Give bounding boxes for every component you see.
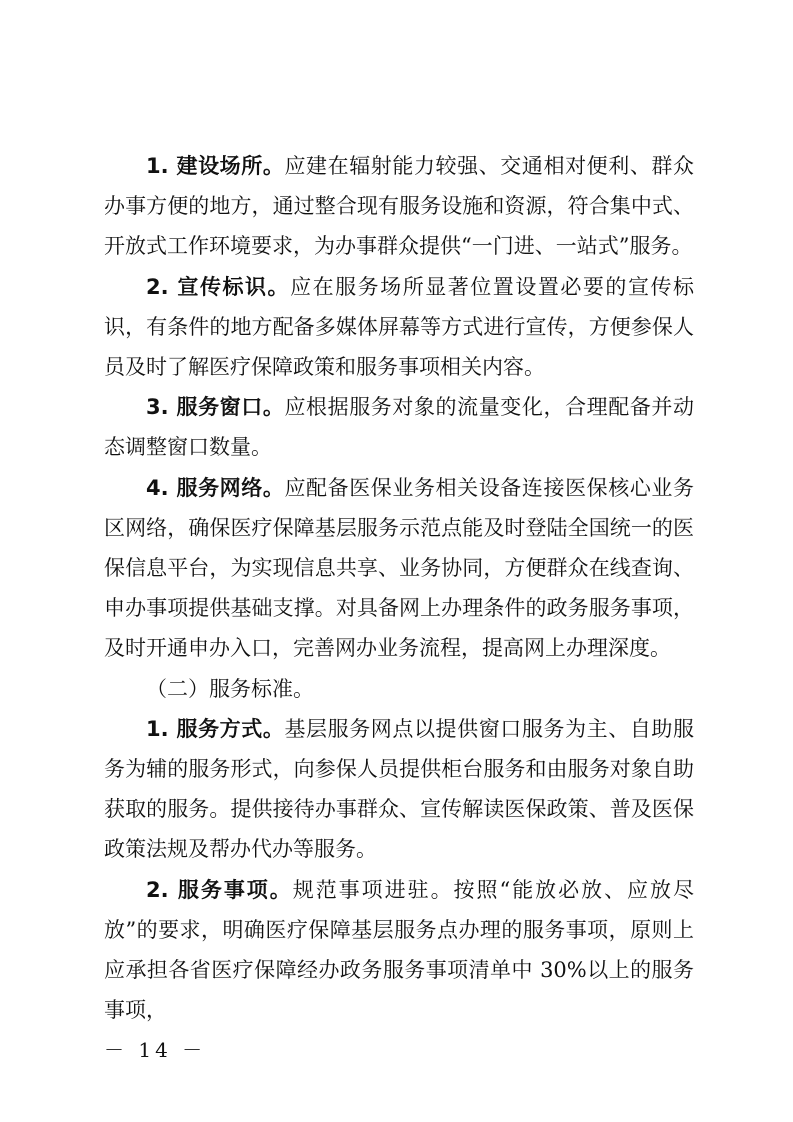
paragraph-service-mode — [104, 709, 694, 870]
paragraph-text: 应配备医保业务相关设备连接医保核心业务区网络，确保医疗保障基层服务示范点能及时登陆全国统一的医保信息平台，为实现信息共享、业务协同，方便群众在线查询、申办事项提供基础支撑。对具备网上办理条件的政务服务事项，及时开通申办入口，完善网办业务流程，提高网上办理深度。 — [104, 475, 695, 661]
paragraph-heading: 1. 建设场所。 — [146, 154, 285, 178]
paragraph-text: 规范事项进驻。按照“能放必放、应放尽放”的要求，明确医疗保障基层服务点办理的服务事项，原则上应承担各省医疗保障经办政务服务事项清单中 30%以上的服务事项， — [104, 877, 694, 1023]
paragraph-text: （二）服务标准。 — [146, 676, 314, 701]
paragraph-text: 应在服务场所显著位置设置必要的宣传标识，有条件的地方配备多媒体屏幕等方式进行宣传，方便参保人员及时了解医疗保障政策和服务事项相关内容。 — [104, 274, 694, 380]
paragraph-heading: 2. 宣传标识。 — [146, 274, 291, 299]
section-heading-service-standards — [104, 669, 694, 709]
paragraph-heading: 2. 服务事项。 — [146, 877, 293, 902]
body-text — [104, 146, 694, 1030]
page-number: － 14 － — [104, 1038, 207, 1062]
paragraph-construction-site — [104, 146, 694, 267]
paragraph-service-network — [104, 468, 694, 669]
paragraph-text: 应根据服务对象的流量变化，合理配备并动态调整窗口数量。 — [104, 395, 695, 460]
paragraph-text: 应建在辐射能力较强、交通相对便利、群众办事方便的地方，通过整合现有服务设施和资源，符合集中式、开放式工作环境要求，为办事群众提供“一门进、一站式”服务。 — [104, 154, 695, 259]
paragraph-signage — [104, 267, 694, 388]
paragraph-text: 基层服务网点以提供窗口服务为主、自助服务为辅的服务形式，向参保人员提供柜台服务和由服务对象自助获取的服务。提供接待办事群众、宣传解读医保政策、普及医保政策法规及帮办代办等服务。 — [104, 716, 695, 862]
paragraph-service-items — [104, 870, 694, 1031]
paragraph-service-window — [104, 387, 694, 467]
paragraph-heading: 3. 服务窗口。 — [146, 395, 285, 420]
paragraph-heading: 1. 服务方式。 — [146, 716, 285, 741]
paragraph-heading: 4. 服务网络。 — [146, 475, 285, 500]
